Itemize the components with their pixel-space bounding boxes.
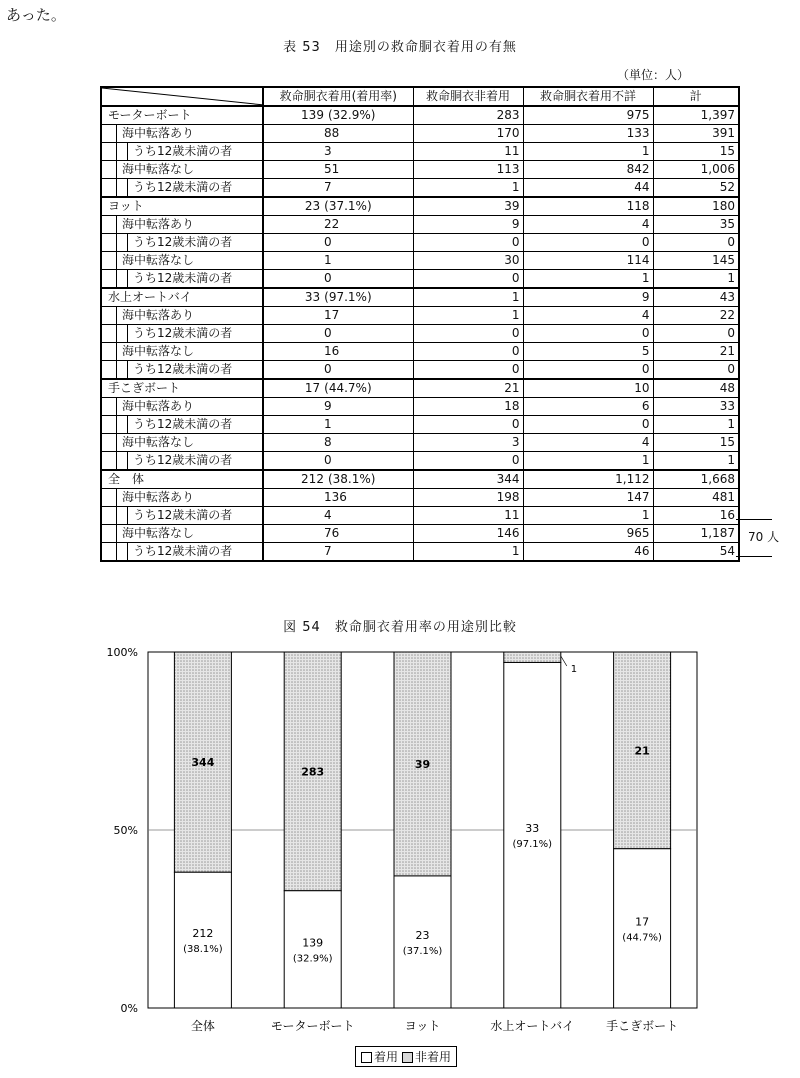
cell-unknown: 114 [523,252,653,270]
row-label: 海中転落なし [116,525,262,542]
cell-not-worn: 146 [413,525,523,543]
worn-value: 22 [324,217,340,231]
legend-swatch-not-worn [402,1052,413,1063]
worn-value: 16 [324,344,340,358]
chart-legend [355,1046,457,1067]
x-category-label: 手こぎボート [606,1019,679,1033]
data-label-worn-rate: (44.7%) [622,932,662,944]
row-label: 海中転落なし [116,252,262,269]
cell-not-worn: 0 [413,325,523,343]
cell-total: 48 [653,379,739,398]
header-worn: 救命胴衣着用(着用率) [263,87,413,106]
x-category-label: 水上オートバイ [490,1019,575,1033]
legend-label-worn: 着用 [374,1050,399,1064]
x-category-label: ヨット [404,1019,441,1033]
worn-value: 33 [304,290,321,304]
row-label: 海中転落あり [116,216,262,233]
cell-not-worn: 344 [413,470,523,489]
row-label: うち12歳未満の者 [127,361,262,378]
cell-total: 1,397 [653,106,739,125]
data-label-worn-rate: (38.1%) [183,944,223,956]
cell-total: 43 [653,288,739,307]
cell-unknown: 6 [523,398,653,416]
cell-not-worn: 1 [413,288,523,307]
worn-value: 0 [324,271,332,285]
row-label: モーターボート [108,108,192,122]
table-title: 表 53 用途別の救命胴衣着用の有無 [283,40,517,55]
row-label: うち12歳未満の者 [127,143,262,160]
x-category-label: モーターボート [270,1019,355,1033]
cell-total: 1,006 [653,161,739,179]
data-label-not-worn: 1 [570,664,578,675]
cell-not-worn: 170 [413,125,523,143]
worn-rate: (97.1%) [324,290,372,304]
worn-value: 23 [304,199,321,213]
cell-not-worn: 30 [413,252,523,270]
row-label: 全 体 [108,472,145,486]
cell-not-worn: 0 [413,416,523,434]
cell-total: 15 [653,143,739,161]
row-label: うち12歳未満の者 [127,179,262,196]
cell-not-worn: 0 [413,361,523,380]
cell-unknown: 10 [523,379,653,398]
y-tick-label: 50% [113,824,138,837]
cell-not-worn: 39 [413,197,523,216]
cell-unknown: 1 [523,143,653,161]
row-label: うち12歳未満の者 [127,234,262,251]
worn-value: 51 [324,162,340,176]
worn-value: 1 [324,417,332,431]
cell-unknown: 0 [523,325,653,343]
cell-unknown: 46 [523,543,653,562]
cell-total: 15 [653,434,739,452]
x-category-label: 全体 [190,1019,215,1033]
worn-value: 212 [301,472,324,486]
side-note: 70 人 [748,530,780,544]
cell-total: 391 [653,125,739,143]
cell-total: 52 [653,179,739,198]
cell-total: 0 [653,325,739,343]
data-label-worn: 212 [192,927,214,941]
cell-unknown: 842 [523,161,653,179]
cell-total: 1 [653,416,739,434]
cell-total: 481 [653,489,739,507]
row-label: 水上オートバイ [108,290,192,304]
cell-total: 180 [653,197,739,216]
cell-total: 54 [653,543,739,562]
cell-unknown: 1 [523,452,653,471]
cell-not-worn: 0 [413,234,523,252]
cell-total: 1,187 [653,525,739,543]
legend-item-worn [361,1048,398,1065]
y-tick-label: 0% [120,1002,138,1015]
data-label-worn-rate: (97.1%) [512,839,553,851]
cell-unknown: 5 [523,343,653,361]
cell-total: 35 [653,216,739,234]
row-label: うち12歳未満の者 [127,325,262,342]
cell-not-worn: 21 [413,379,523,398]
leader-line [561,656,567,666]
cell-unknown: 4 [523,216,653,234]
worn-rate: (44.7%) [324,381,372,395]
table-unit: （単位：人） [617,68,690,82]
cell-total: 33 [653,398,739,416]
row-label: 海中転落あり [116,125,262,142]
legend-swatch-worn [361,1052,372,1063]
worn-value: 1 [324,253,332,267]
cell-not-worn: 113 [413,161,523,179]
worn-value: 136 [324,490,347,504]
data-label-worn: 33 [525,822,540,836]
worn-value: 17 [304,381,321,395]
worn-value: 4 [324,508,332,522]
cell-not-worn: 0 [413,452,523,471]
cell-not-worn: 0 [413,270,523,289]
cell-total: 16 [653,507,739,525]
data-label-worn-rate: (32.9%) [292,953,333,965]
row-label: うち12歳未満の者 [127,543,262,560]
header-unknown: 救命胴衣着用不詳 [523,87,653,106]
cell-unknown: 0 [523,361,653,380]
cell-unknown: 4 [523,307,653,325]
worn-value: 0 [324,362,332,376]
cell-total: 0 [653,234,739,252]
row-label: うち12歳未満の者 [127,452,262,469]
cell-total: 1 [653,270,739,289]
row-label: 海中転落あり [116,307,262,324]
cell-unknown: 118 [523,197,653,216]
worn-value: 0 [324,326,332,340]
cell-unknown: 9 [523,288,653,307]
cell-not-worn: 0 [413,343,523,361]
cell-unknown: 1 [523,270,653,289]
data-label-worn: 139 [302,936,324,950]
worn-value: 7 [324,544,332,558]
cell-not-worn: 11 [413,143,523,161]
cell-not-worn: 9 [413,216,523,234]
row-label: 海中転落なし [116,343,262,360]
cell-not-worn: 18 [413,398,523,416]
page-fragment-text: あった。 [6,6,66,24]
cell-total: 145 [653,252,739,270]
cell-not-worn: 283 [413,106,523,125]
cell-unknown: 975 [523,106,653,125]
cell-unknown: 1 [523,507,653,525]
row-label: 海中転落なし [116,434,262,451]
row-label: うち12歳未満の者 [127,270,262,287]
data-label-not-worn: 39 [414,757,431,771]
worn-value: 17 [324,308,340,322]
row-label: 海中転落なし [116,161,262,178]
cell-unknown: 147 [523,489,653,507]
data-label-worn: 17 [635,915,650,929]
cell-unknown: 0 [523,416,653,434]
worn-value: 88 [324,126,340,140]
legend-item-not-worn [402,1048,451,1065]
worn-value: 0 [324,235,332,249]
data-label-not-worn: 21 [634,744,650,758]
cell-unknown: 133 [523,125,653,143]
bar-not-worn [504,652,561,662]
header-total: 計 [653,87,739,106]
worn-rate: (37.1%) [324,199,372,213]
data-label-not-worn: 344 [191,756,215,770]
cell-unknown: 44 [523,179,653,198]
worn-value: 9 [324,399,332,413]
row-label: 海中転落あり [116,489,262,506]
cell-not-worn: 1 [413,307,523,325]
y-tick-label: 100% [106,646,138,659]
row-label: うち12歳未満の者 [127,416,262,433]
cell-unknown: 0 [523,234,653,252]
worn-value: 0 [324,453,332,467]
cell-not-worn: 3 [413,434,523,452]
cell-not-worn: 1 [413,179,523,198]
legend-label-not-worn: 非着用 [415,1050,452,1064]
row-label: 手こぎボート [108,381,181,395]
cell-not-worn: 11 [413,507,523,525]
cell-unknown: 965 [523,525,653,543]
cell-not-worn: 198 [413,489,523,507]
worn-rate: (32.9%) [327,108,376,122]
cell-total: 22 [653,307,739,325]
data-label-worn-rate: (37.1%) [402,945,443,957]
cell-unknown: 4 [523,434,653,452]
cell-total: 1,668 [653,470,739,489]
header-not-worn: 救命胴衣非着用 [413,87,523,106]
worn-value: 8 [324,435,332,449]
worn-value: 7 [324,180,332,194]
cell-unknown: 1,112 [523,470,653,489]
cell-total: 21 [653,343,739,361]
cell-total: 1 [653,452,739,471]
cell-total: 0 [653,361,739,380]
cell-not-worn: 1 [413,543,523,562]
row-label: うち12歳未満の者 [127,507,262,524]
data-label-not-worn: 283 [301,765,325,779]
worn-value: 76 [324,526,340,540]
worn-value: 139 [301,108,324,122]
chart-title: 図 54 救命胴衣着用率の用途別比較 [283,620,517,635]
worn-rate: (38.1%) [327,472,376,486]
row-label: ヨット [108,199,144,213]
data-label-worn: 23 [415,928,430,942]
worn-value: 3 [324,144,332,158]
row-label: 海中転落あり [116,398,262,415]
